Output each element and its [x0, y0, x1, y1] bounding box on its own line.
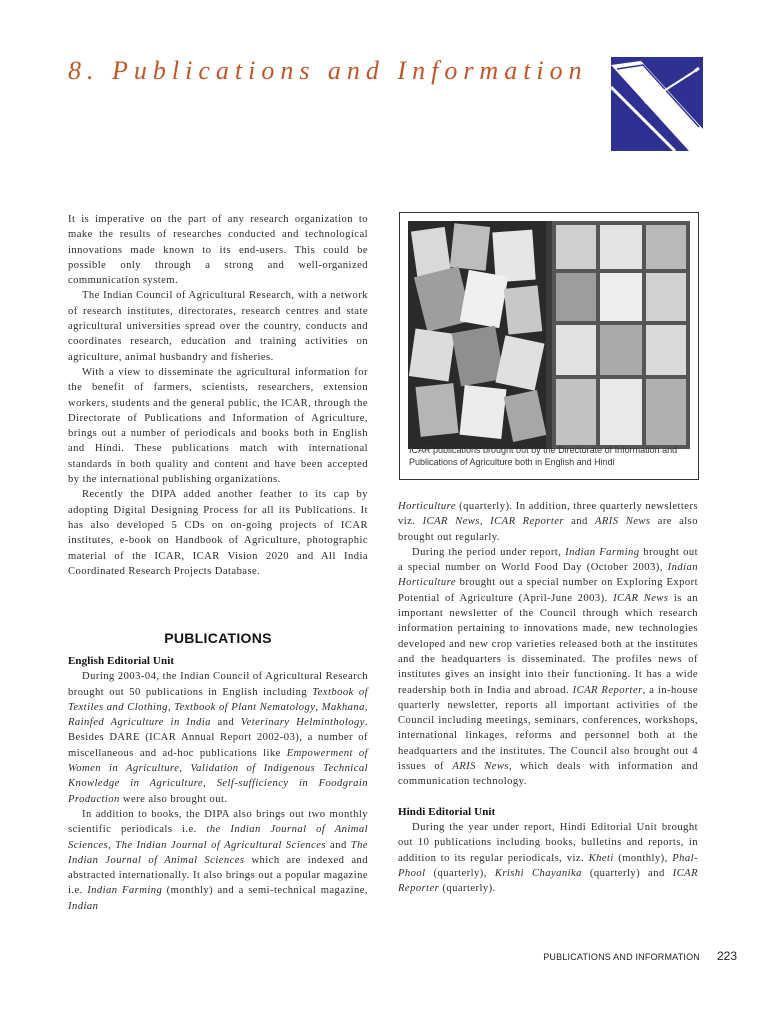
paragraph: Horticulture (quarterly). In addition, three quarterly newsletters viz. ICAR News, ICAR Reporter and ARIS News are also brought out regularly.: [398, 501, 699, 543]
english-unit-text: [68, 654, 368, 914]
english-publications-photo: [408, 221, 546, 449]
publications-photo: [408, 221, 690, 449]
right-column-text: [398, 499, 698, 896]
page-number: 223: [716, 949, 737, 963]
section-heading-publications: PUBLICATIONS: [164, 630, 272, 646]
paragraph: In addition to books, the DIPA also brings out two monthly scientific periodicals i.e. the Indian Journal of Animal Sciences, The Indian Journal of Agricultural Sciences and The Indian Journal of Animal Sciences which are indexed and abstracted internationally. It also brings out a popular magazine i.e. Indian Farming (monthly) and a semi-technical magazine, Indian: [68, 808, 368, 912]
paragraph: With a view to disseminate the agricultural information for the benefit of farmers, scientists, researchers, extension workers, students and the general public, the ICAR, through the Directorate of Publications and Information of Agriculture, brings out a number of periodicals and books both in English and Hindi. These publications match with international standards in both quality and content and have been accepted by the international publishing organizations.: [68, 366, 368, 486]
paragraph: Recently the DIPA added another feather to its cap by adopting Digital Designing Process for all its Publications. It has also developed 5 CDs on on-going projects of ICAR institutes, e-book on Handbook of Agriculture, photographic material of the ICAR, ICAR Vision 2020 and All India Coordinated Research Projects Database.: [68, 489, 368, 577]
paragraph: During the period under report, Indian Farming brought out a special number on World Food Day (October 2003), Indian Horticulture brought out a special number on Exploring Export Potential of Agriculture (April-June 2003). ICAR News is an important newsletter of the Council through which research information pertaining to innovations made, new technologies developed and new crop varieties released both at the institutes and the headquarters is disseminated. The profiles news of institutes gives an insight into their functioning. It has a wide readership both in India and abroad. ICAR Reporter, a in-house quarterly newsletter, reports all important activities of the Council including meetings, seminars, conferences, workshops, international linkages, reforms and personnel both at the headquarters and the institutes. The Council also brought out 4 issues of ARIS News, which deals with information and communication technology.: [398, 546, 699, 788]
chapter-title: 8. Publications and Information: [68, 56, 588, 85]
publications-photo-figure: [399, 212, 699, 480]
unit-heading-english: English Editorial Unit: [68, 655, 175, 667]
hindi-publications-photo: [552, 221, 690, 449]
paragraph: During 2003-04, the Indian Council of Agricultural Research brought out 50 publications in English including Textbook of Textiles and Clothing, Textbook of Plant Nematology, Makhana, Rainfed Agriculture in India and Veterinary Helminthology. Besides DARE (ICAR Annual Report 2002-03), a number of miscellaneous and ad-hoc publications like Empowerment of Women in Agriculture, Validation of Indigenous Technical Knowledge in Agriculture, Self-sufficiency in Foodgrain Production were also brought out.: [68, 671, 369, 805]
paragraph: During the year under report, Hindi Editorial Unit brought out 10 publications including books, bulletins and reports, in addition to its regular periodicals, viz. Kheti (monthly), Phal-Phool (quarterly), Krishi Chayanika (quarterly) and ICAR Reporter (quarterly).: [398, 821, 698, 895]
running-footer-title: PUBLICATIONS AND INFORMATION: [543, 952, 700, 962]
chapter-icon-box: [611, 57, 703, 151]
intro-text: [68, 212, 368, 579]
unit-heading-hindi: Hindi Editorial Unit: [398, 805, 496, 818]
figure-caption: ICAR publications brought out by the Directorate of Information and Publications of Agriculture both in English and Hindi: [409, 445, 678, 467]
paragraph: The Indian Council of Agricultural Research, with a network of research institutes, directorates, research centres and state agricultural universities spread over the country, conducts and coordinates research, education and training activities on agriculture, animal husbandry and fisheries.: [68, 290, 368, 363]
open-book-icon: [611, 57, 703, 151]
paragraph: It is imperative on the part of any research organization to make the results of researches conducted and technological innovations made known to its end-users. This could be possible only through a strong and well-organized communication system.: [68, 214, 368, 287]
